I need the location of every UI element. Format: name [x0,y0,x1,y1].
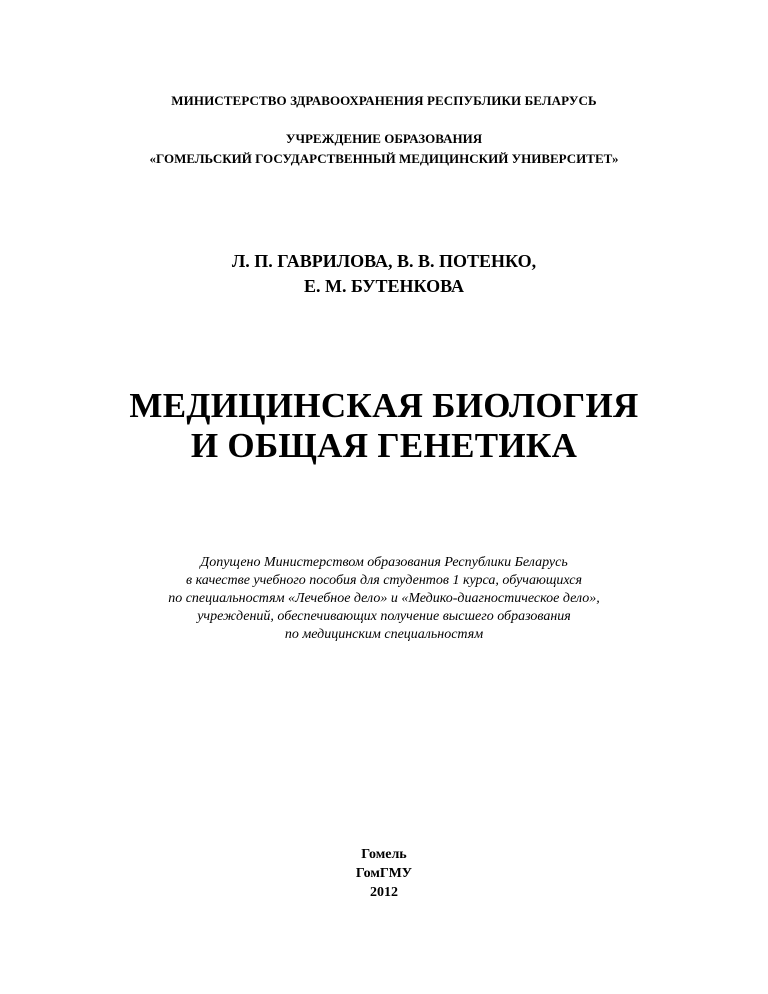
imprint-year: 2012 [370,885,398,900]
approval-line-5: по медицинским специальностям [284,627,484,642]
book-title-line-1: МЕДИЦИНСКАЯ БИОЛОГИЯ [129,386,639,425]
imprint-city: Гомель [361,847,407,862]
authors-line-1: Л. П. ГАВРИЛОВА, В. В. ПОТЕНКО, [231,251,537,271]
ministry-heading: МИНИСТЕРСТВО ЗДРАВООХРАНЕНИЯ РЕСПУБЛИКИ БЕЛАРУСЬ [171,93,597,108]
approval-line-3: по специальностям «Лечебное дело» и «Медико-диагностическое дело», [168,591,600,606]
approval-line-1: Допущено Министерством образования Республики Беларусь [200,555,568,570]
institution-name: «ГОМЕЛЬСКИЙ ГОСУДАРСТВЕННЫЙ МЕДИЦИНСКИЙ УНИВЕРСИТЕТ» [149,151,619,166]
institution-type: УЧРЕЖДЕНИЕ ОБРАЗОВАНИЯ [285,131,483,146]
authors-line-2: Е. М. БУТЕНКОВА [304,276,464,296]
approval-line-4: учреждений, обеспечивающих получение высшего образования [197,609,571,624]
approval-line-2: в качестве учебного пособия для студентов 1 курса, обучающихся [186,573,582,588]
imprint-publisher: ГомГМУ [355,866,413,881]
book-title-line-2: И ОБЩАЯ ГЕНЕТИКА [190,426,578,465]
